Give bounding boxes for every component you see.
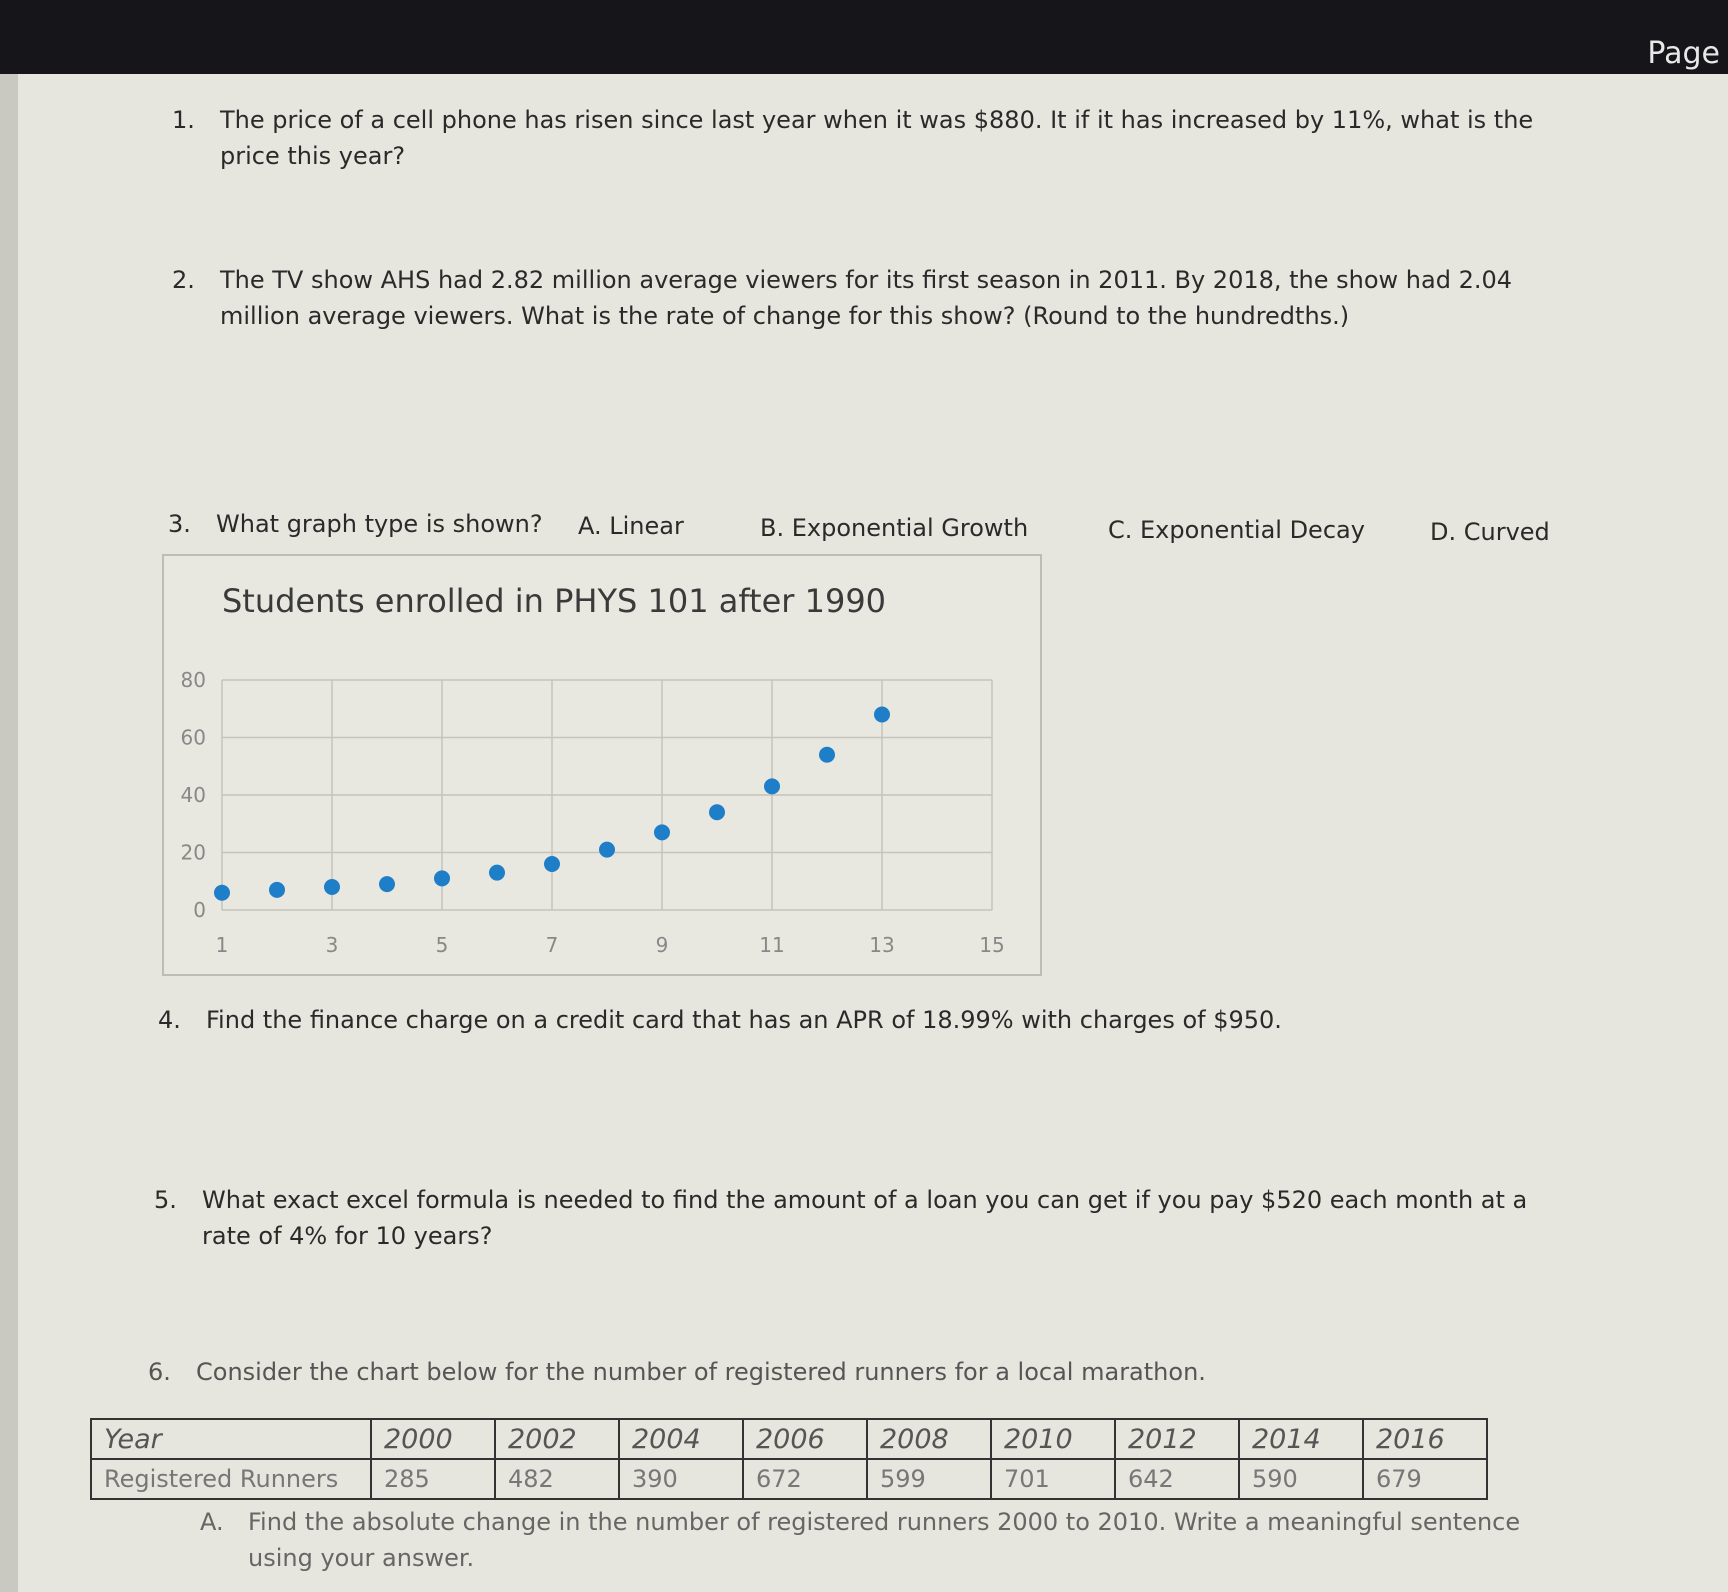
question-3	[168, 506, 556, 542]
page-label: Page	[1647, 36, 1720, 71]
question-6-number: 6.	[148, 1358, 171, 1386]
data-point	[819, 747, 835, 763]
part-a-text: Find the absolute change in the number of registered runners 2000 to 2010. Write a meaningful sentence using your answer.	[248, 1508, 1521, 1572]
year-cell: 2014	[1239, 1419, 1363, 1459]
x-tick-label: 13	[869, 933, 895, 957]
data-point	[269, 882, 285, 898]
question-4-text: Find the finance charge on a credit card that has an APR of 18.99% with charges of $950.	[206, 1006, 1282, 1034]
x-tick-label: 3	[325, 933, 339, 957]
question-5-text: What exact excel formula is needed to find the amount of a loan you can get if you pay $520 each month at a rate of 4% for 10 years?	[202, 1186, 1528, 1250]
y-tick-label: 40	[180, 783, 206, 807]
question-3-number: 3.	[168, 510, 191, 538]
data-point	[654, 824, 670, 840]
year-cell: 2004	[619, 1419, 743, 1459]
year-cell: 2016	[1363, 1419, 1487, 1459]
y-tick-label: 60	[180, 725, 206, 750]
chart-title: Students enrolled in PHYS 101 after 1990	[221, 582, 887, 620]
x-tick-label: 15	[979, 933, 1005, 957]
data-point	[434, 870, 450, 886]
x-tick-label: 7	[545, 933, 559, 957]
runners-cell: 390	[619, 1459, 743, 1499]
year-cell: 2008	[867, 1419, 991, 1459]
data-point	[764, 778, 780, 794]
question-3-text: What graph type is shown?	[216, 510, 543, 538]
table-row-runners	[91, 1459, 1487, 1499]
year-cell: 2012	[1115, 1419, 1239, 1459]
page-edge	[0, 74, 18, 1592]
option-b: B. Exponential Growth	[760, 514, 1029, 542]
x-tick-label: 11	[759, 933, 785, 957]
question-5-number: 5.	[154, 1186, 177, 1214]
y-tick-label: 80	[180, 668, 206, 692]
option-a: A. Linear	[578, 512, 684, 540]
question-4	[158, 1002, 1526, 1038]
question-1	[172, 102, 1540, 174]
runners-cell: 599	[867, 1459, 991, 1499]
question-1-text: The price of a cell phone has risen since last year when it was $880. It if it has increased by 11%, what is the price this year?	[220, 106, 1534, 170]
data-point	[214, 885, 230, 901]
year-cell: 2010	[991, 1419, 1115, 1459]
data-point	[324, 879, 340, 895]
data-point	[544, 856, 560, 872]
y-tick-label: 0	[193, 898, 206, 922]
question-2-text: The TV show AHS had 2.82 million average viewers for its first season in 2011. By 2018, the show had 2.04 million average viewers. What is the rate of change for this show? (Round to the hundredths.)	[220, 266, 1513, 330]
option-d: D. Curved	[1430, 518, 1550, 546]
data-point	[489, 865, 505, 881]
question-2-number: 2.	[172, 266, 195, 294]
data-point	[599, 842, 615, 858]
y-tick-label: 20	[180, 840, 206, 865]
row-header-year: Year	[91, 1419, 371, 1459]
worksheet-page	[0, 74, 1728, 1592]
question-2	[172, 262, 1540, 334]
question-6	[148, 1354, 1516, 1390]
chart-plot	[164, 556, 1040, 974]
question-4-number: 4.	[158, 1006, 181, 1034]
part-a-label: A.	[200, 1508, 224, 1536]
runners-table	[90, 1418, 1488, 1500]
data-point	[709, 804, 725, 820]
year-cell: 2000	[371, 1419, 495, 1459]
runners-cell: 642	[1115, 1459, 1239, 1499]
x-tick-label: 9	[655, 933, 669, 957]
table-row-year	[91, 1419, 1487, 1459]
question-1-number: 1.	[172, 106, 195, 134]
data-point	[379, 876, 395, 892]
runners-cell: 672	[743, 1459, 867, 1499]
x-tick-label: 1	[215, 933, 229, 957]
runners-cell: 285	[371, 1459, 495, 1499]
runners-cell: 679	[1363, 1459, 1487, 1499]
option-c: C. Exponential Decay	[1108, 516, 1365, 544]
runners-cell: 482	[495, 1459, 619, 1499]
question-6-part-a	[200, 1504, 1568, 1576]
data-point	[874, 707, 890, 723]
runners-cell: 701	[991, 1459, 1115, 1499]
year-cell: 2002	[495, 1419, 619, 1459]
question-5	[154, 1182, 1562, 1254]
row-header-runners: Registered Runners	[91, 1459, 371, 1499]
runners-cell: 590	[1239, 1459, 1363, 1499]
enrollment-chart	[162, 554, 1042, 976]
year-cell: 2006	[743, 1419, 867, 1459]
question-6-text: Consider the chart below for the number of registered runners for a local marathon.	[196, 1358, 1206, 1386]
x-tick-label: 5	[435, 933, 449, 957]
